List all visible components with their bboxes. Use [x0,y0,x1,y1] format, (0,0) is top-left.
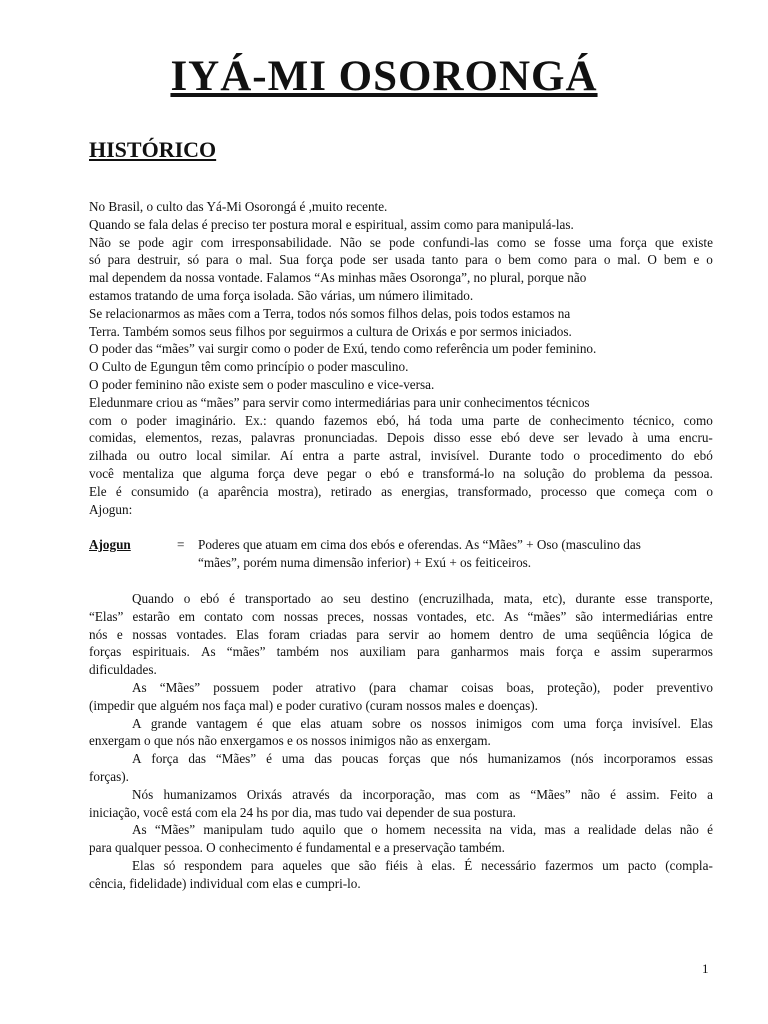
text-line: A grande vantagem é que elas atuam sobre os nossos inimigos com uma força invisível. Elas [132,715,713,731]
text-line: Eledunmare criou as “mães” para servir como intermediárias para unir conhecimentos técnicos [89,394,590,410]
text-line: comidas, elementos, rezas, palavras pronunciadas. Depois disso esse ebó deve ser levado à uma encru- [89,430,713,446]
text-line: Se relacionarmos as mães com a Terra, todos nós somos filhos delas, pois todos estamos na [89,305,571,321]
paragraph-block-main [89,590,713,893]
text-line: forças espirituais. As “mães” também nos auxiliam para ganharmos mais força e assim superarmos [89,644,713,660]
text-line: com o poder imaginário. Ex.: quando fazemos ebó, há toda uma parte de conhecimento técnico, como [89,412,713,428]
text-line: enxergam o que nós não enxergamos e os nossos inimigos não as enxergam. [89,733,491,749]
text-line: Terra. Também somos seus filhos por seguirmos a cultura de Orixás e por sermos iniciados. [89,323,572,339]
ajogun-equals: = [177,537,185,553]
text-line: Nós humanizamos Orixás através da incorporação, mas com as “Mães” não é assim. Feito a [132,786,713,802]
text-line: No Brasil, o culto das Yá-Mi Osorongá é ,muito recente. [89,199,388,214]
section-heading: HISTÓRICO [89,137,217,162]
document-title: IYÁ-MI OSORONGÁ [170,53,598,100]
text-line: mal dependem da nossa vontade. Falamos “As minhas mães Osoronga”, no plural, porque não [89,270,587,286]
ajogun-definition [89,536,713,572]
document-body [89,198,713,892]
text-line: Não se pode agir com irresponsabilidade. Não se pode confundi-las como se fosse uma força que existe [89,234,713,250]
text-line: zilhada ou outro local similar. Aí entra a parte astral, invisível. Durante todo o procedimento do ebó [89,448,713,464]
text-line: você mentaliza que alguma força deve pegar o ebó e transformá-lo na solução do problema da pessoa. [89,465,713,481]
text-line: estamos tratando de uma força isolada. São várias, um número ilimitado. [89,287,474,303]
spacer [89,518,713,536]
text-line: Ele é consumido (a aparência mostra), retirado as energias, transformado, processo que começa com o [89,483,713,499]
text-line: “Elas” estarão em contato com nossas preces, nossas vontades, etc. As “mães” são intermediárias entre [89,608,713,624]
text-line: dificuldades. [89,662,157,678]
text-line: cência, fidelidade) individual com elas e cumpri-lo. [89,875,361,891]
text-line: Elas só respondem para aqueles que são fiéis à elas. É necessário fazermos um pacto (compla- [132,857,713,873]
text-line: (impedir que alguém nos faça mal) e poder curativo (curam nossos males e doenças). [89,697,538,713]
page-number: 1 [702,961,709,976]
text-line: forças). [89,768,129,784]
text-line: nós e nossas vontades. Elas foram criadas para servir ao homem dentro de uma seqüência lógica de [89,626,713,642]
text-line: só para destruir, só para o mal. Sua força pode ser usada tanto para o bem como para o mal. O bem e o [89,252,713,268]
spacer [89,572,713,590]
text-line: O poder das “mães” vai surgir como o poder de Exú, tendo como referência um poder feminino. [89,341,597,357]
text-line: Ajogun: [89,501,133,517]
text-line: As “Mães” possuem poder atrativo (para chamar coisas boas, proteção), poder preventivo [132,679,713,695]
text-line: para qualquer pessoa. O conhecimento é fundamental e a preservação também. [89,840,505,856]
text-line: As “Mães” manipulam tudo aquilo que o homem necessita na vida, mas a realidade delas não é [132,822,713,838]
text-line: iniciação, você está com ela 24 hs por dia, mas tudo vai depender de sua postura. [89,804,516,820]
ajogun-definition-line-1: Poderes que atuam em cima dos ebós e oferendas. As “Mães” + Oso (masculino das [198,537,641,553]
text-line: O Culto de Egungun têm como princípio o poder masculino. [89,359,409,375]
text-line: Quando o ebó é transportado ao seu destino (encruzilhada, mata, etc), durante esse transporte, [132,590,713,606]
text-line: A força das “Mães” é uma das poucas forças que nós humanizamos (nós incorporamos essas [132,751,713,767]
ajogun-term: Ajogun [89,537,131,553]
text-line: Quando se fala delas é preciso ter postura moral e espiritual, assim como para manipulá-las. [89,216,574,232]
paragraph-block-intro [89,198,713,518]
text-line: O poder feminino não existe sem o poder masculino e vice-versa. [89,376,435,392]
ajogun-definition-line-2: “mães”, porém numa dimensão inferior) + Exú + os feiticeiros. [198,555,532,571]
